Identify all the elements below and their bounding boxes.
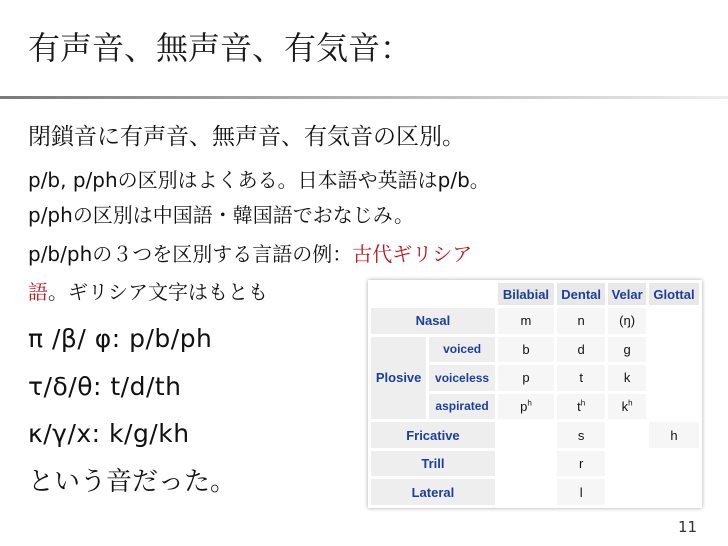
- row-label-trill: Trill: [371, 451, 495, 477]
- body-line-3-latin-a: p/ph: [28, 203, 73, 227]
- greek-line-dentals: τ/δ/θ: t/d/th: [28, 372, 182, 401]
- body-line-2-latin-a: p/b, p/ph: [28, 168, 118, 192]
- greek-line-labials: π /β/ φ: p/b/ph: [28, 324, 213, 353]
- body-line-4-highlight: 古代ギリシア: [352, 242, 473, 266]
- aspiration-mark: h: [580, 398, 586, 408]
- aspirated-dental-base: t: [577, 398, 581, 414]
- aspiration-mark: h: [628, 398, 633, 408]
- aspirated-bilabial-base: p: [520, 398, 528, 414]
- cell-voiced-bilabial: b: [498, 337, 554, 363]
- body-line-2: [28, 167, 490, 193]
- cell-nasal-dental: n: [557, 308, 605, 334]
- title-divider: [0, 96, 728, 99]
- cell-voiced-velar: g: [608, 337, 646, 363]
- body-line-6: という音だった。: [28, 467, 237, 497]
- cell-lateral-glottal: [649, 479, 699, 505]
- row-sublabel-voiced: voiced: [429, 337, 495, 363]
- cell-aspirated-dental: [557, 394, 605, 420]
- cell-trill-velar: [608, 451, 646, 477]
- consonant-table: [368, 280, 702, 508]
- table-row-trill: [371, 451, 699, 477]
- body-line-4-text-b: の３つを区別する言語の例：: [92, 242, 353, 266]
- body-line-2-latin-c: p/b: [437, 168, 470, 192]
- slide-title: 有声音、無声音、有気音：: [28, 29, 413, 67]
- header-blank: [371, 283, 495, 305]
- aspiration-mark: h: [527, 398, 532, 408]
- header-glottal: Glottal: [649, 283, 699, 305]
- cell-fricative-velar: [608, 422, 646, 448]
- consonant-table-image: [368, 280, 702, 508]
- row-label-nasal: Nasal: [371, 308, 495, 334]
- cell-nasal-glottal: [649, 308, 699, 334]
- header-velar: Velar: [608, 283, 646, 305]
- body-line-5-highlight: 語: [28, 280, 48, 304]
- header-dental: Dental: [557, 283, 605, 305]
- cell-aspirated-bilabial: [498, 394, 554, 420]
- cell-lateral-dental: l: [557, 479, 605, 505]
- cell-voiceless-velar: k: [608, 365, 646, 391]
- table-header-row: [371, 283, 699, 305]
- body-line-5-text: 。ギリシア文字はもとも: [48, 280, 268, 304]
- cell-aspirated-velar: [608, 394, 646, 420]
- row-sublabel-aspirated: aspirated: [429, 394, 495, 420]
- table-row-nasal: [371, 308, 699, 334]
- aspirated-velar-base: k: [621, 398, 629, 414]
- cell-voiced-dental: d: [557, 337, 605, 363]
- cell-voiceless-dental: t: [557, 365, 605, 391]
- cell-trill-dental: r: [557, 451, 605, 477]
- cell-aspirated-glottal: [649, 394, 699, 420]
- row-label-plosive: Plosive: [371, 337, 426, 420]
- table-row-lateral: [371, 479, 699, 505]
- page-number: 11: [678, 518, 698, 536]
- cell-fricative-dental: s: [557, 422, 605, 448]
- cell-trill-bilabial: [498, 451, 554, 477]
- cell-lateral-bilabial: [498, 479, 554, 505]
- cell-fricative-glottal: h: [649, 422, 699, 448]
- body-line-2-text-d: 。: [469, 168, 490, 192]
- body-line-1: 閉鎖音に有声音、無声音、有気音の区別。: [28, 124, 465, 150]
- body-line-2-text-b: の区別はよくある。日本語や英語は: [117, 168, 438, 192]
- cell-nasal-velar: (ŋ): [608, 308, 646, 334]
- table-row-fricative: [371, 422, 699, 448]
- row-sublabel-voiceless: voiceless: [429, 365, 495, 391]
- cell-lateral-velar: [608, 479, 646, 505]
- greek-line-velars: κ/γ/x: k/g/kh: [28, 419, 190, 448]
- row-label-fricative: Fricative: [371, 422, 495, 448]
- header-bilabial: Bilabial: [498, 283, 554, 305]
- body-line-3-text-b: の区別は中国語・韓国語でおなじみ。: [72, 203, 415, 227]
- body-line-4: [28, 241, 472, 267]
- cell-trill-glottal: [649, 451, 699, 477]
- row-label-lateral: Lateral: [371, 479, 495, 505]
- cell-voiceless-glottal: [649, 365, 699, 391]
- cell-voiced-glottal: [649, 337, 699, 363]
- cell-fricative-bilabial: [498, 422, 554, 448]
- cell-voiceless-bilabial: p: [498, 365, 554, 391]
- body-line-3: [28, 202, 414, 228]
- body-line-5: [28, 279, 268, 305]
- table-row-plosive-voiced: [371, 337, 699, 363]
- cell-nasal-bilabial: m: [498, 308, 554, 334]
- body-line-4-latin-a: p/b/ph: [28, 242, 93, 266]
